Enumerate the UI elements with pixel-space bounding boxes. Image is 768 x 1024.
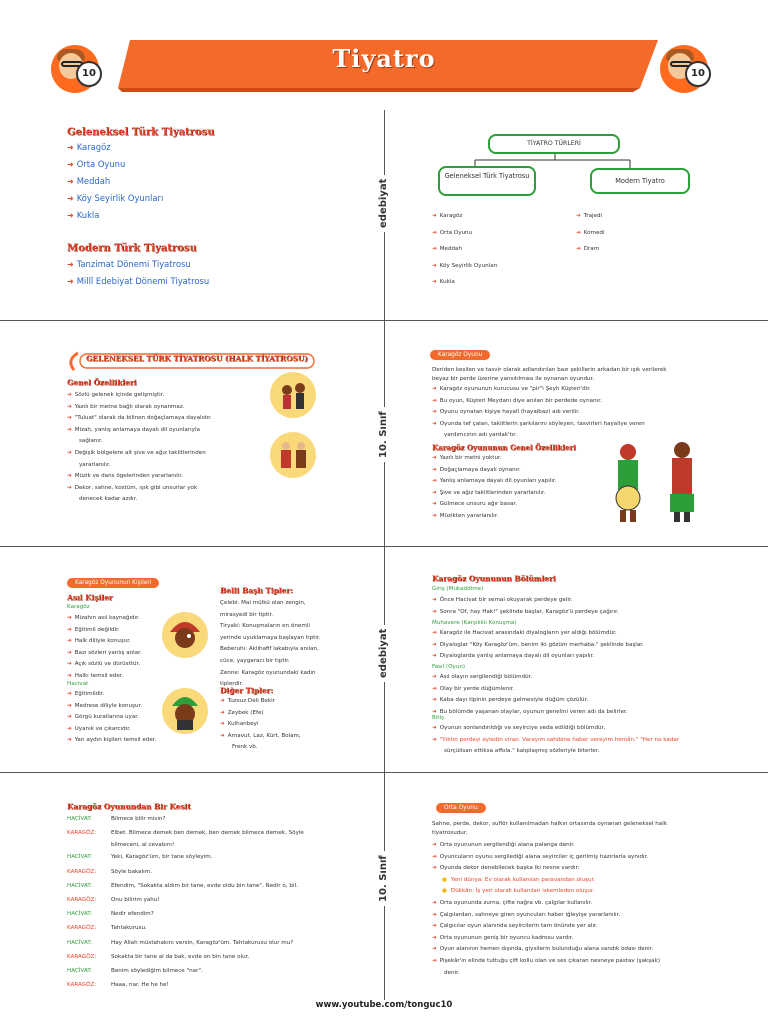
list-item: ➜ Oyunda tef çalan, taklitlerin şarkılarını söyleyen, tasvirleri hayaliye veren xyxy=(432,419,645,431)
speaker: KARAGÖZ: xyxy=(67,925,97,932)
list-item: ➜ Asıl olayın sergilendiği bölümdür. xyxy=(432,672,627,684)
type-line: Çelebi: Mal mülkü olan zengin, xyxy=(220,600,306,606)
features-list xyxy=(67,390,212,506)
dialogue-line xyxy=(67,893,304,907)
list-item: ➜ Oyun alanının hemen dışında, giysilerin bulunduğu alana sandık odası denir. xyxy=(432,944,660,956)
list-item: ➜ Orta oyununda zurna, çifte nağra vb. çalgılar kullanılır. xyxy=(432,898,660,910)
list-item: ➜ Sözlü gelenek içinde gelişmiştir. xyxy=(67,390,212,402)
list-item: ➜ Orta Oyunu xyxy=(67,156,163,173)
list-item: ➜ Oyunun sonlandırıldığı ve seyirciye veda edildiği bölümdür. xyxy=(432,723,679,735)
type-line: Beberuhi: Aklıhafif lakabıyla anılan, xyxy=(220,646,319,653)
list-item: ➜ Yazılı bir metne bağlı olarak oynanmaz. xyxy=(67,402,212,414)
list-item: ➜ Trajedi xyxy=(576,208,605,225)
puppet-figure-karagoz-image xyxy=(270,372,316,418)
list-item: ➜ Gülmece unsuru ağır basar. xyxy=(432,499,556,511)
intro-list xyxy=(432,384,645,442)
speaker: HACİVAT: xyxy=(67,882,93,889)
orta-oyunu-list xyxy=(432,840,660,979)
grade-label: 10. Sınıf xyxy=(378,851,389,906)
hacivat-list xyxy=(67,689,156,747)
list-item: ➜ Bazı sözleri yanlış anlar. xyxy=(67,648,142,660)
line-text: Onu bilirim yahu! xyxy=(111,897,160,904)
dialogue-line xyxy=(67,879,304,893)
list-item: ➜ Kukla xyxy=(432,274,498,291)
subheading: Karagöz Oyunundan Bir Kesit xyxy=(67,802,191,811)
list-item: ➜ Köy Seyirlik Oyunları xyxy=(432,258,498,275)
tree-left-box: Geleneksel Türk Tiyatrosu xyxy=(438,166,536,196)
list-item: ➜ Dekor, sahne, kostüm, ışık gibi unsurlar yok xyxy=(67,483,212,495)
list-item: ➜ Orta Oyunu xyxy=(432,225,498,242)
list-item: ➜ Meddah xyxy=(67,173,163,190)
list-item: ➜ Yazılı bir metni yoktur. xyxy=(432,453,556,465)
subheading: Genel Özellikleri xyxy=(67,378,137,387)
paragraph-line: tiyatrosudur. xyxy=(432,830,468,837)
intro-text xyxy=(432,820,667,839)
part-label: Giriş (Mukaddime) xyxy=(432,586,484,592)
list-item: ➜ Halk diliyle konuşur. xyxy=(67,636,142,648)
section-title: GELENEKSEL TÜRK TİYATROSU (HALK TİYATROSU) xyxy=(86,354,308,363)
modern-types xyxy=(576,208,605,258)
footer-link[interactable]: www.youtube.com/tonguc10 xyxy=(315,1000,453,1010)
list-item: ➜ Karagöz xyxy=(67,139,163,156)
hacivat-portrait-image xyxy=(162,688,208,734)
list-item: ➜ Bu bölümde yaşanan olaylar, oyunun genelini veren adı da belirler. xyxy=(432,707,627,719)
speaker: KARAGÖZ: xyxy=(67,868,97,875)
part-list xyxy=(432,628,644,663)
heading-modern: Modern Türk Tiyatrosu xyxy=(67,243,197,254)
list-item: ➜ Halkı temsil eder. xyxy=(67,671,142,683)
paragraph-line: Deriden kesilen ve tasvir olarak adlandırılan bazı şekillerin arkadan bir ışık verilerek xyxy=(432,367,667,373)
type-line: cüce, yaygaracı bir tiptir. xyxy=(220,657,290,664)
dialogue-line xyxy=(67,826,304,840)
dialogue-line xyxy=(67,840,304,850)
section-pill: Orta Oyunu xyxy=(436,803,486,813)
traditional-types xyxy=(432,208,498,291)
subheading: Asıl Kişiler xyxy=(67,593,113,602)
list-item: ➜ Köy Seyirlik Oyunları xyxy=(67,190,163,207)
subheading: Karagöz Oyununun Bölümleri xyxy=(432,574,556,583)
modern-list xyxy=(67,256,209,290)
list-item: ➜ Arnavut, Laz, Kürt, Bolam, xyxy=(220,731,301,743)
list-item-cont: sağlanır. xyxy=(79,438,103,445)
list-item: ➜ Karagöz xyxy=(432,208,498,225)
subheading: Karagöz Oyununun Genel Özellikleri xyxy=(432,443,576,452)
dialogue-line xyxy=(67,936,304,950)
list-item: ➜ Oyunda dekor denebilecek başka iki nesne vardır: xyxy=(432,863,660,875)
list-item: ➜ Karagöz ile Hacivat arasındaki diyalogların yer aldığı bölümdür. xyxy=(432,628,644,640)
line-text: Elbet. Bilmece demek ben demek, ben demek bilmece demek. Söyle xyxy=(111,830,304,837)
character-label: Karagöz xyxy=(67,604,90,610)
list-item: ➜ Zeybek (Efe) xyxy=(220,708,301,720)
grade-label: 10. Sınıf xyxy=(378,407,389,462)
part-list xyxy=(432,595,619,618)
line-text: Tahtakurusu. xyxy=(111,925,147,932)
type-line: yerinde uyuklamaya başlayan tiptir. xyxy=(220,634,321,641)
list-item: ➜ Mizahın asıl kaynağıdır. xyxy=(67,613,142,625)
list-item: ➜ Karagöz oyununun kurucusu ve "pir"i Şeyh Küşteri'dir. xyxy=(432,384,645,396)
list-item-cont: denecek kadar azdır. xyxy=(79,496,138,503)
list-item: ➜ Çalgılardan, sahneye giren oyuncuları haber iğleyişe yararlanılır. xyxy=(432,910,660,922)
line-text: Nedir efendim? xyxy=(111,911,154,918)
list-item: ➜ Olay bir yerde düğümlenir. xyxy=(432,684,627,696)
section-pill: Karagöz Oyununun Kişileri xyxy=(67,578,159,588)
badge-number: 10 xyxy=(685,61,711,87)
types-list xyxy=(220,598,320,691)
list-item: ➜ Oyuncuların oyunu sergilediği alana seyirciler iç gerilmiş hazırlarla aynıdır. xyxy=(432,852,660,864)
list-item: ➜ Kukla xyxy=(67,207,163,224)
line-text: Bilmece bilir misin? xyxy=(111,816,166,822)
part-list xyxy=(432,672,627,718)
line-text: Sokakta bir tane al da bak, evde on bin tane olur. xyxy=(111,953,250,960)
list-item: ➜ Diyaloglar "Köy Karagöz'üm, benim iki gözüm merhaba." şeklinde başlar. xyxy=(432,640,644,652)
line-text: Efendim, "Sokakta aldım bir tane, evde oldu bin tane". Nedir o, bil. xyxy=(111,882,298,889)
dialogue-line xyxy=(67,950,304,964)
list-item: ➜ Kulhanbeyi xyxy=(220,719,301,731)
character-label: Hacivat xyxy=(67,681,89,687)
features-list xyxy=(432,453,556,523)
speaker: KARAGÖZ: xyxy=(67,953,97,960)
part-list xyxy=(432,723,679,758)
extra-types-list xyxy=(220,696,301,754)
tree-right-box: Modern Tiyatro xyxy=(590,168,690,194)
subject-label: edebiyat xyxy=(378,625,389,682)
list-item: ➜ Pişekâr'ın elinde tuttuğu çift kollu olan ve ses çıkaran nesneye pastav (şakşak) xyxy=(432,956,660,968)
list-item: ➜ Meddah xyxy=(432,241,498,258)
line-text: Yeki, Karagöz'üm, bir tane söyleyim. xyxy=(111,854,213,861)
list-item: ➜ Eğitimli değildir. xyxy=(67,625,142,637)
part-label: Bitiş xyxy=(432,715,445,721)
list-item: ➜ Yanlış anlamaya dayalı dil oyunları yapılır. xyxy=(432,476,556,488)
karagoz-list xyxy=(67,613,142,683)
line-text: Haaa, nar. He he he! xyxy=(111,982,169,989)
list-item: ➜ Tanzimat Dönemi Tiyatrosu xyxy=(67,256,209,273)
dialogue-line xyxy=(67,850,304,864)
speaker: KARAGÖZ: xyxy=(67,897,97,904)
dialogue-line xyxy=(67,865,304,879)
list-item: ➜ Çalgıcılar oyun alanında seyircilerin tam önünde yer alır. xyxy=(432,921,660,933)
list-item: ➜ Sonra "Of, hay Hak!" şeklinde başlar, Karagöz'ü perdeye çağırır. xyxy=(432,607,619,619)
subject-label: edebiyat xyxy=(378,175,389,232)
list-item: ➜ Oyunu oynatan kişiye hayalî (hayalbaz) adı verilir. xyxy=(432,407,645,419)
list-item: ➜ Bu oyun, Küşteri Meydanı diye anılan bir perdede oynanır. xyxy=(432,396,645,408)
speaker: HACİVAT: xyxy=(67,911,93,918)
list-item: ➜ Orta oyununun geniş bir oyuncu kadrosu vardır. xyxy=(432,933,660,945)
line-text: Benim söylediğim bilmece "nar". xyxy=(111,968,203,975)
list-item: ➜ Tuzsuz Deli Bekir xyxy=(220,696,301,708)
type-line: Tiryaki: Konuşmaların en önemli xyxy=(220,623,310,630)
list-item: ➜ Kaba dayı tipinin perdeye gelmesiyle düğüm çözülür. xyxy=(432,695,627,707)
dialogue-line xyxy=(67,812,304,826)
list-item: ➜ Görgü kurallarına uyar. xyxy=(67,712,156,724)
list-item: ➜ Komedi xyxy=(576,225,605,242)
list-item: ➜ "Tuluat" olarak da bilinen doğaçlamaya dayalıdır. xyxy=(67,413,212,425)
list-item: ➜ Önce Hacivat bir semai okuyarak perdeye gelir. xyxy=(432,595,619,607)
list-item: ➜ Dram xyxy=(576,241,605,258)
mascot-badge-left xyxy=(51,45,99,93)
tree-root: TİYATRO TÜRLERİ xyxy=(488,134,620,154)
orta-oyunu-figure-image xyxy=(270,432,316,478)
type-line: tiplerdir. xyxy=(220,681,244,688)
list-item: ➜ Yarı aydın kişileri temsil eder. xyxy=(67,735,156,747)
page-title: Tiyatro xyxy=(332,44,436,73)
traditional-list xyxy=(67,139,163,224)
paragraph-line: Sahne, perde, dekor, suflör kullanılmadan halkın ortasında oynanan geleneksel halk xyxy=(432,821,668,827)
speaker: KARAGÖZ: xyxy=(67,982,97,989)
type-line: Zenne: Karagöz oyunundaki kadın xyxy=(220,669,316,676)
list-item: ➜ Müzik ve dans ögelerinden yararlanılır. xyxy=(67,471,212,483)
type-line: mirasyedi bir tiptir. xyxy=(220,611,274,618)
list-item: ➜ Millî Edebiyat Dönemi Tiyatrosu xyxy=(67,273,209,290)
subheading: Diğer Tipler: xyxy=(220,686,274,695)
list-item: ➜ Mizah, yanlış anlamaya dayalı dil oyunlarıyla xyxy=(67,425,212,437)
list-item-cont: denir. xyxy=(444,969,460,976)
dialogue-line xyxy=(67,907,304,921)
speaker: HACİVAT: xyxy=(67,968,93,975)
dialogue-line xyxy=(67,964,304,978)
list-item: ➜ Değişik bölgelere ait şive ve ağız taklitlerinden xyxy=(67,448,212,460)
list-item-cont: yardımcının adı yardak'tır. xyxy=(444,432,517,439)
dialogue xyxy=(67,812,304,992)
line-text: Hay Allah müstahakını versin, Karagöz'üm. Tahtakurusu olur mu? xyxy=(111,939,294,946)
karagoz-portrait-image xyxy=(162,612,208,658)
list-item-cont: Frenk vb. xyxy=(232,744,258,751)
speaker: KARAGÖZ: xyxy=(67,830,97,837)
speaker: HACİVAT: xyxy=(67,854,93,861)
intro-text xyxy=(432,366,667,385)
paragraph-line: beyaz bir perde üzerine yansıtılması ile oynanan oyundur. xyxy=(432,376,595,383)
list-item: ➜ Doğaçlamaya dayalı oynanır. xyxy=(432,465,556,477)
dialogue-line xyxy=(67,921,304,935)
list-item-cont: yararlanılır. xyxy=(79,461,111,468)
dialogue-line xyxy=(67,978,304,992)
mascot-badge-right xyxy=(660,45,708,93)
list-item-cont: sürçülisan ettiksa affola." kalıplaşmış sözleriyle biterler. xyxy=(444,748,600,755)
badge-number: 10 xyxy=(76,61,102,87)
line-text: bilmeceni, al cevabını! xyxy=(111,842,175,849)
sub-item: ● Yeni dünya: Ev olarak kullanılan paravandan oluşur. xyxy=(432,875,660,887)
list-item: ➜ Açık sözlü ve dürüsttür. xyxy=(67,659,142,671)
line-text: Söyle bakalım. xyxy=(111,868,152,875)
list-item: ➜ Medrese diliyle konuşur. xyxy=(67,701,156,713)
list-item: ➜ Eğitimlidir. xyxy=(67,689,156,701)
list-item: ➜ Uyanık ve çıkarcıdır. xyxy=(67,724,156,736)
subheading: Belli Başlı Tipler: xyxy=(220,586,293,595)
sub-item: ● Dükkân: İş yeri olarak kullanılan iskemleden oluşur. xyxy=(432,886,660,898)
section-pill: Karagöz Oyunu xyxy=(430,350,490,360)
list-item: ➜ Müzikten yararlanılır. xyxy=(432,511,556,523)
speaker: HACİVAT: xyxy=(67,939,93,946)
list-item: ➜ Orta oyununun sergilendiği alana palanga denir. xyxy=(432,840,660,852)
speaker: HACİVAT: xyxy=(67,816,93,822)
list-item: ➜ Diyaloglarda yanlış anlamaya dayalı dil oyunları yapılır. xyxy=(432,651,644,663)
part-label: Muhavere (Karşılıklı Konuşma) xyxy=(432,620,517,626)
part-label: Fasıl (Oyun) xyxy=(432,664,466,670)
list-item: ➜ Şive ve ağız taklitlerinden yararlanılır. xyxy=(432,488,556,500)
heading-traditional: Geleneksel Türk Tiyatrosu xyxy=(67,127,215,138)
karagoz-puppets-image xyxy=(608,438,706,524)
list-item: ➜ "Yıktın perdeyi eyledin viran. Varayım sahibine haber vereyim hemân." "Her ne kadar xyxy=(432,735,679,747)
